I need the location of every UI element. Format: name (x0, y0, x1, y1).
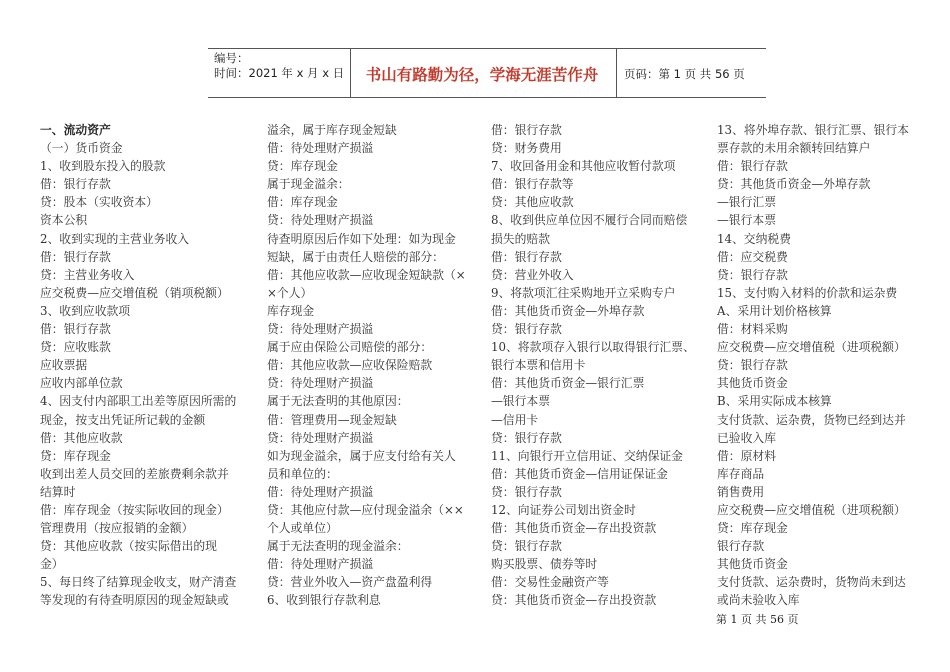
text-line: 11、向银行开立信用证、交纳保证金 (491, 448, 683, 463)
text-line: A、采用计划价格核算 (717, 303, 832, 318)
text-line: 贷：应收账款 (40, 340, 111, 355)
text-line: 其他货币资金 (717, 376, 788, 391)
text-line: 借：待处理财产损溢 (267, 141, 374, 156)
text-line: 10、将款项存入银行以取得银行汇票、 (491, 340, 695, 355)
text-line: 贷：营业外收入—资产盘盈利得 (267, 575, 433, 590)
text-line: 票存款的未用余额转回结算户 (717, 141, 871, 156)
text-line: 银行本票和信用卡 (491, 358, 586, 373)
text-line: 贷：财务费用 (491, 141, 562, 156)
text-line: 借：交易性金融资产等 (491, 575, 609, 590)
text-line: 或尚未验收入库 (717, 593, 800, 608)
text-line: 借：材料采购 (717, 322, 788, 337)
text-line: 贷：其他应收款（按实际借出的现 (40, 539, 217, 554)
text-line: 贷：待处理财产损溢 (267, 376, 374, 391)
text-line: 贷：银行存款 (491, 322, 562, 337)
text-line: 3、收到应收款项 (40, 303, 131, 318)
text-line: —信用卡 (491, 412, 539, 427)
text-line: 资本公积 (40, 213, 88, 228)
text-line: —银行本票 (491, 394, 550, 409)
text-line: 借：银行存款 (40, 249, 111, 264)
text-line: 借：银行存款 (40, 322, 111, 337)
document-meta (214, 51, 344, 81)
text-line: 8、收到供应单位因不履行合同而赔偿 (491, 213, 688, 228)
text-line: 借：其他货币资金—外埠存款 (491, 303, 645, 318)
text-line: 管理费用（按应报销的金额） (40, 521, 194, 536)
text-line: 9、将款项汇往采购地开立采购专户 (491, 285, 676, 300)
text-line: 应交税费—应交增值税（销项税额） (40, 285, 229, 300)
text-line: —银行汇票 (717, 195, 776, 210)
text-line: 个人或单位） (267, 521, 338, 536)
text-line: 4、因支付内部职工出差等原因所需的 (40, 394, 237, 409)
text-line: 贷：股本（实收资本） (40, 195, 158, 210)
text-line: （一）货币资金 (40, 141, 123, 156)
text-line: 贷：银行存款 (491, 484, 562, 499)
text-line: 借：银行存款 (717, 159, 788, 174)
text-line: 5、每日终了结算现金收支，财产清查 (40, 575, 237, 590)
text-line: 借：其他应收款—应收保险赔款 (267, 358, 433, 373)
text-line: 属于无法查明的其他原因： (267, 394, 409, 409)
text-line: 其他货币资金 (717, 557, 788, 572)
text-line: 借：库存现金（按实际收回的现金） (40, 502, 229, 517)
text-line: 如为现金溢余，属于应支付给有关人 (267, 448, 456, 463)
page-footer: 第 1 页 共 56 页 (716, 613, 799, 626)
text-line: 贷：营业外收入 (491, 267, 574, 282)
text-line: 结算时 (40, 484, 76, 499)
text-line: 贷：待处理财产损溢 (267, 430, 374, 445)
text-line: 贷：银行存款 (717, 358, 788, 373)
text-line: 1、收到股东投入的股款 (40, 159, 166, 174)
text-line: 现金，按支出凭证所记载的金额 (40, 412, 206, 427)
text-line: 应收票据 (40, 358, 88, 373)
text-line: 已验收入库 (717, 430, 776, 445)
text-line: B、采用实际成本核算 (717, 394, 832, 409)
text-line: 应收内部单位款 (40, 376, 123, 391)
text-line: 待查明原因后作如下处理：如为现金 (267, 231, 456, 246)
text-line: 溢余，属于库存现金短缺 (267, 123, 397, 137)
text-line: 贷：其他应收款 (491, 195, 574, 210)
text-line: 6、收到银行存款利息 (267, 593, 381, 608)
text-line: 贷：主营业务收入 (40, 267, 135, 282)
motto-text: 书山有路勤为径，学海无涯苦作舟 (365, 66, 599, 84)
text-line: 借：原材料 (717, 448, 776, 463)
text-line: 7、收回备用金和其他应收暂付款项 (491, 159, 676, 174)
text-line: 贷：待处理财产损溢 (267, 322, 374, 337)
text-line: 等发现的有待查明原因的现金短缺或 (40, 593, 229, 608)
text-line: 贷：库存现金 (267, 159, 338, 174)
text-line: 借：银行存款等 (491, 177, 574, 192)
text-line: 借：其他货币资金—存出投资款 (491, 521, 657, 536)
text-line: 销售费用 (717, 484, 765, 499)
text-line: 15、支付购入材料的价款和运杂费 (717, 285, 898, 300)
text-line: 损失的赔款 (491, 231, 550, 246)
text-line: 借：库存现金 (267, 195, 338, 210)
text-line: 贷：库存现金 (717, 521, 788, 536)
text-line: 12、向证券公司划出资金时 (491, 502, 636, 517)
text-line: 员和单位的： (267, 466, 338, 481)
header-divider (616, 49, 617, 97)
text-line: 13、将外埠存款、银行汇票、银行本 (717, 123, 909, 137)
text-column-2 (267, 121, 466, 610)
text-line: 贷：待处理财产损溢 (267, 213, 374, 228)
text-line: 借：银行存款 (40, 177, 111, 192)
text-line: 借：银行存款 (491, 123, 562, 137)
text-line: 应交税费—应交增值税（进项税额） (717, 340, 906, 355)
text-line: 属于无法查明的现金溢余： (267, 539, 409, 554)
date-label: 时间：2021 年 x 月 x 日 (214, 66, 345, 80)
text-line: 短缺，属于由责任人赔偿的部分： (267, 249, 444, 264)
page-info: 页码：第 1 页 共 56 页 (624, 67, 745, 81)
text-line: 14、交纳税费 (717, 231, 791, 246)
text-line: 贷：库存现金 (40, 448, 111, 463)
text-line: 收到出差人员交回的差旅费剩余款并 (40, 466, 229, 481)
text-line: 贷：其他货币资金—外埠存款 (717, 177, 871, 192)
section-heading: 一、流动资产 (40, 123, 111, 137)
text-line: 贷：其他应付款—应付现金溢余（×× (267, 502, 464, 517)
text-line: 借：管理费用—现金短缺 (267, 412, 397, 427)
text-line: 借：银行存款 (491, 249, 562, 264)
text-column-3 (491, 121, 695, 610)
text-column-1 (40, 121, 236, 610)
text-line: 借：待处理财产损溢 (267, 557, 374, 572)
text-line: 借：待处理财产损溢 (267, 484, 374, 499)
serial-number-label: 编号： (214, 51, 249, 65)
text-line: 购买股票、债券等时 (491, 557, 598, 572)
text-line: ×个人） (267, 285, 313, 300)
text-line: 借：其他货币资金—银行汇票 (491, 376, 645, 391)
text-line: 属于现金溢余： (267, 177, 350, 192)
text-line: 贷：其他货币资金—存出投资款 (491, 593, 657, 608)
text-line: 借：其他货币资金—信用证保证金 (491, 466, 668, 481)
text-line: 银行存款 (717, 539, 765, 554)
text-line: 金） (40, 557, 64, 572)
text-line: 支付货款、运杂费，货物已经到达并 (717, 412, 906, 427)
text-line: 应交税费—应交增值税（进项税额） (717, 502, 906, 517)
text-line: 贷：银行存款 (491, 539, 562, 554)
header-divider (350, 49, 351, 97)
text-line: 借：其他应收款 (40, 430, 123, 445)
text-line: 贷：银行存款 (717, 267, 788, 282)
text-line: 贷：银行存款 (491, 430, 562, 445)
text-line: 库存现金 (267, 303, 315, 318)
text-line: 库存商品 (717, 466, 765, 481)
text-line: 支付货款、运杂费时，货物尚未到达 (717, 575, 906, 590)
text-column-4 (717, 121, 909, 610)
text-line: 2、收到实现的主营业务收入 (40, 231, 190, 246)
page-header (208, 48, 766, 98)
text-line: 属于应由保险公司赔偿的部分： (267, 340, 433, 355)
text-line: 借：应交税费 (717, 249, 788, 264)
text-line: —银行本票 (717, 213, 776, 228)
text-line: 借：其他应收款—应收现金短缺款（× (267, 267, 466, 282)
